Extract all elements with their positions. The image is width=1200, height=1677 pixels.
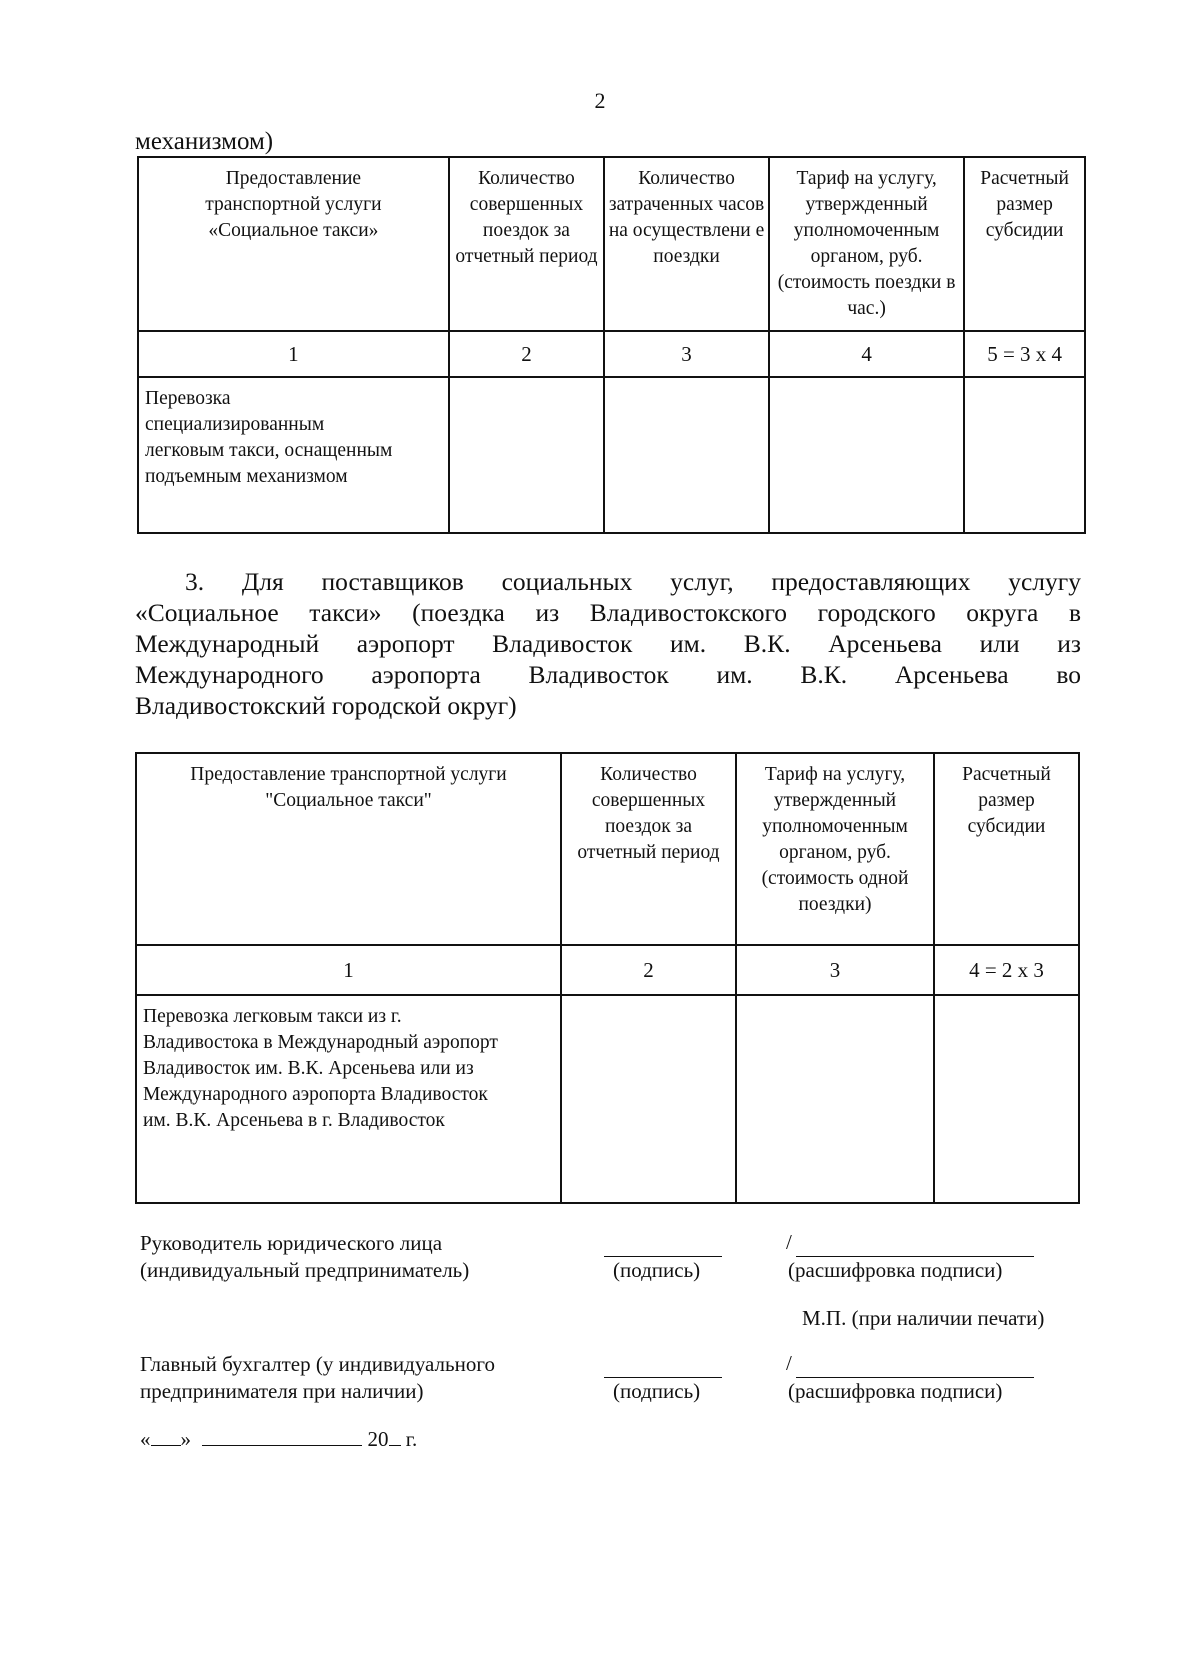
service-cell: Перевозка легковым такси из г. Владивостока в Международный аэропорт Владивосток им. В.К. Арсеньева или из Международного аэропорта Владивосток им. В.К. Арсеньева в г. Владивосток <box>136 995 561 1203</box>
subsidy-cell <box>964 377 1085 533</box>
tariff-cell <box>769 377 964 533</box>
header-cell: Расчетный размер субсидии <box>934 753 1079 945</box>
head-slash: / <box>786 1230 792 1254</box>
service-cell: Перевозка специализированным легковым такси, оснащенным подъемным механизмом <box>138 377 449 533</box>
table-header-row <box>138 157 1085 331</box>
table-row <box>138 377 1085 533</box>
head-sign-caption: (подпись) <box>613 1258 701 1282</box>
col-number: 3 <box>604 331 769 377</box>
col-number: 2 <box>449 331 604 377</box>
date-line <box>140 1425 417 1453</box>
accountant-decode-line[interactable] <box>796 1359 1034 1378</box>
header-cell: Количество затраченных часов на осуществлени е поездки <box>604 157 769 331</box>
header-cell: Предоставление транспортной услуги «Социальное такси» <box>138 157 449 331</box>
head-title <box>140 1230 469 1284</box>
col-number: 4 = 2 х 3 <box>934 945 1079 995</box>
table-airport-taxi <box>135 752 1080 1204</box>
date-close-quote: » <box>180 1427 191 1451</box>
column-number-row <box>138 331 1085 377</box>
paragraph-line: Владивостокский городской округ) <box>135 691 517 720</box>
tariff-cell <box>736 995 934 1203</box>
date-year-suffix: г. <box>405 1427 418 1451</box>
header-cell: Тариф на услугу, утвержденный уполномоченным органом, руб. (стоимость поездки в час.) <box>769 157 964 331</box>
accountant-decode-caption: (расшифровка подписи) <box>788 1379 1003 1403</box>
subsidy-cell <box>934 995 1079 1203</box>
accountant-title-line: предпринимателя при наличии) <box>140 1379 424 1403</box>
continuation-text: механизмом) <box>135 128 274 155</box>
date-open-quote: « <box>140 1427 151 1451</box>
paragraph-line: 3. Для поставщиков социальных услуг, предоставляющих услугу <box>185 567 1081 596</box>
section-3-paragraph <box>135 566 1081 721</box>
head-decode-line[interactable] <box>796 1238 1034 1257</box>
column-number-row <box>136 945 1079 995</box>
header-cell: Количество совершенных поездок за отчетный период <box>561 753 736 945</box>
table-social-taxi-hourly <box>137 156 1086 534</box>
head-title-line: (индивидуальный предприниматель) <box>140 1258 470 1282</box>
head-signature-line[interactable] <box>604 1238 722 1257</box>
accountant-slash: / <box>786 1351 792 1375</box>
trips-cell <box>561 995 736 1203</box>
stamp-note: М.П. (при наличии печати) <box>802 1306 1045 1330</box>
head-decode-caption: (расшифровка подписи) <box>788 1258 1003 1282</box>
header-cell: Предоставление транспортной услуги "Социальное такси" <box>136 753 561 945</box>
date-day-field[interactable] <box>151 1425 181 1446</box>
accountant-signature-line[interactable] <box>604 1359 722 1378</box>
col-number: 1 <box>136 945 561 995</box>
header-cell: Расчетный размер субсидии <box>964 157 1085 331</box>
table-header-row <box>136 753 1079 945</box>
header-cell: Количество совершенных поездок за отчетный период <box>449 157 604 331</box>
date-year-prefix: 20 <box>367 1427 389 1451</box>
col-number: 5 = 3 х 4 <box>964 331 1085 377</box>
accountant-title <box>140 1351 495 1405</box>
head-title-line: Руководитель юридического лица <box>140 1231 443 1255</box>
paragraph-line: Международный аэропорт Владивосток им. В.К. Арсеньева или из <box>135 629 1081 658</box>
page-number: 2 <box>594 88 606 113</box>
header-cell: Тариф на услугу, утвержденный уполномоченным органом, руб. (стоимость одной поездки) <box>736 753 934 945</box>
col-number: 4 <box>769 331 964 377</box>
accountant-sign-caption: (подпись) <box>613 1379 701 1403</box>
paragraph-line: Международного аэропорта Владивосток им. В.К. Арсеньева во <box>135 660 1081 689</box>
col-number: 1 <box>138 331 449 377</box>
paragraph-line: «Социальное такси» (поездка из Владивостокского городского округа в <box>135 598 1081 627</box>
table-row <box>136 995 1079 1203</box>
hours-cell <box>604 377 769 533</box>
col-number: 3 <box>736 945 934 995</box>
col-number: 2 <box>561 945 736 995</box>
date-month-field[interactable] <box>202 1425 362 1446</box>
accountant-title-line: Главный бухгалтер (у индивидуального <box>140 1352 495 1376</box>
trips-cell <box>449 377 604 533</box>
date-year-field[interactable] <box>389 1425 401 1446</box>
